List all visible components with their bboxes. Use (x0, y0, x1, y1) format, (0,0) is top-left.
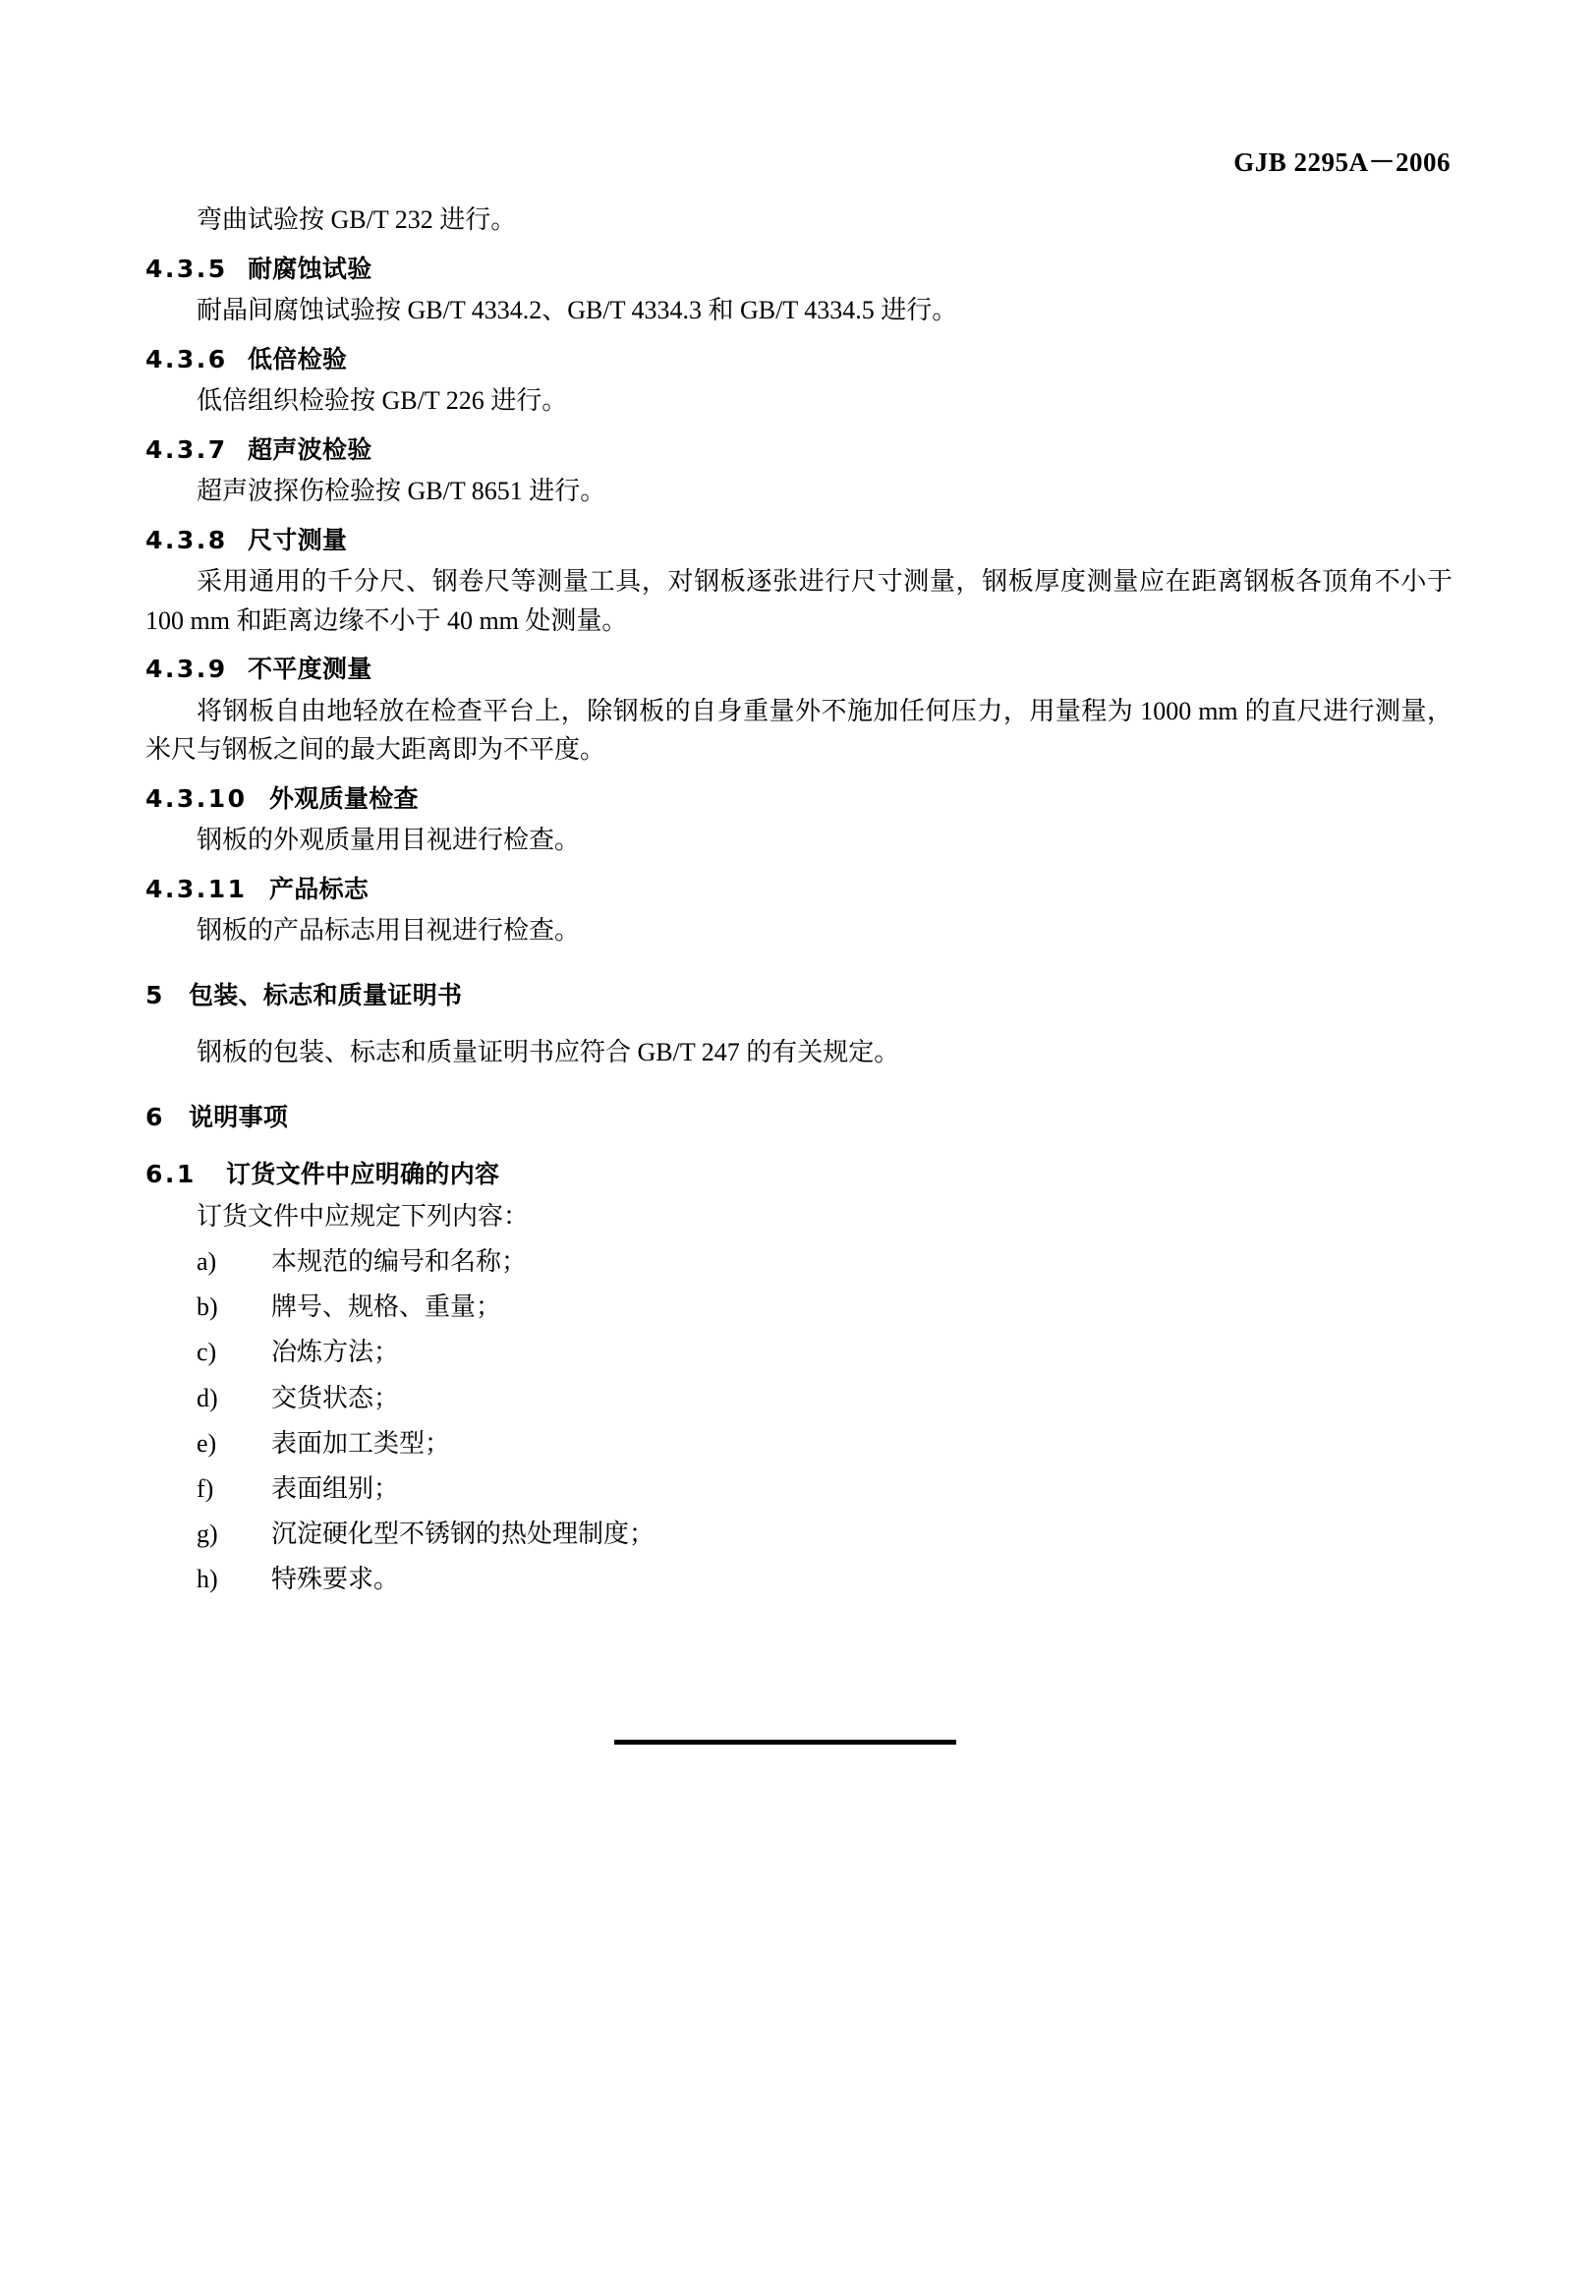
list-item-text: 特殊要求。 (271, 1564, 400, 1593)
paragraph-4-3-11: 钢板的产品标志用目视进行检查。 (197, 916, 581, 946)
list-item-marker: b) (197, 1292, 218, 1322)
heading-4-3-11 (145, 874, 1453, 906)
paragraph-bend-test: 弯曲试验按 GB/T 232 进行。 (197, 205, 517, 234)
heading-4-3-10 (145, 783, 1453, 816)
list-item (145, 1559, 1453, 1600)
list-item-marker: a) (197, 1247, 217, 1277)
paragraph-4-3-5: 耐晶间腐蚀试验按 GB/T 4334.2、GB/T 4334.3 和 GB/T 4334.5 进行。 (197, 296, 958, 325)
heading-4-3-6 (145, 344, 1453, 376)
heading-4-3-5 (145, 254, 1453, 286)
list-item (145, 1287, 1453, 1328)
heading-number: 4.3.11 (145, 874, 248, 903)
heading-title: 低倍检验 (248, 344, 348, 373)
heading-number: 4.3.5 (145, 254, 228, 283)
list-item-text: 表面组别； (271, 1473, 400, 1503)
list-item-marker: c) (197, 1338, 217, 1367)
heading-title: 尺寸测量 (248, 525, 348, 554)
heading-title: 订货文件中应明确的内容 (226, 1160, 500, 1189)
page-header-standard-number: GJB 2295A－2006 (1233, 147, 1451, 177)
heading-number: 4.3.6 (145, 344, 228, 373)
list-item-marker: d) (197, 1383, 218, 1412)
list-item (145, 1241, 1453, 1283)
heading-title: 超声波检验 (248, 434, 372, 464)
list-item-marker: g) (197, 1519, 218, 1548)
list-item-text: 牌号、规格、重量； (271, 1292, 502, 1322)
heading-number: 6 (145, 1102, 163, 1131)
end-of-text-rule (614, 1740, 956, 1745)
list-item-marker: e) (197, 1428, 217, 1458)
heading-6-1 (145, 1159, 1453, 1191)
paragraph-4-3-9: 将钢板自由地轻放在检查平台上，除钢板的自身重量外不施加任何压力，用量程为 1000 mm 的直尺进行测量，米尺与钢板之间的最大距离即为不平度。 (145, 696, 1453, 765)
heading-title: 外观质量检查 (269, 783, 419, 813)
heading-section-5 (145, 980, 1453, 1012)
heading-number: 6.1 (145, 1160, 197, 1189)
paragraph-4-3-8: 采用通用的千分尺、钢卷尺等测量工具，对钢板逐张进行尺寸测量，钢板厚度测量应在距离钢板各顶角不小于 100 mm 和距离边缘不小于 40 mm 处测量。 (145, 567, 1453, 635)
paragraph-4-3-6: 低倍组织检验按 GB/T 226 进行。 (197, 386, 568, 416)
heading-4-3-9 (145, 654, 1453, 686)
heading-title: 说明事项 (189, 1102, 289, 1131)
list-item-text: 交货状态； (271, 1383, 400, 1412)
list-item-marker: f) (197, 1473, 214, 1503)
paragraph-6-1-lead: 订货文件中应规定下列内容： (197, 1201, 530, 1231)
heading-title: 耐腐蚀试验 (248, 254, 372, 283)
list-item (145, 1468, 1453, 1510)
heading-title: 产品标志 (269, 874, 370, 903)
heading-number: 5 (145, 980, 163, 1009)
heading-4-3-7 (145, 434, 1453, 467)
list-item-text: 冶炼方法； (271, 1338, 400, 1367)
heading-title: 包装、标志和质量证明书 (189, 980, 463, 1009)
list-item (145, 1378, 1453, 1419)
heading-number: 4.3.8 (145, 525, 228, 554)
heading-number: 4.3.9 (145, 655, 228, 684)
list-item-text: 本规范的编号和名称； (271, 1247, 528, 1277)
list-item (145, 1514, 1453, 1555)
list-item (145, 1423, 1453, 1464)
heading-section-6 (145, 1102, 1453, 1134)
list-item (145, 1332, 1453, 1373)
list-item-text: 表面加工类型； (271, 1428, 451, 1458)
paragraph-section-5: 钢板的包装、标志和质量证明书应符合 GB/T 247 的有关规定。 (197, 1038, 900, 1067)
document-content (145, 195, 1453, 1604)
paragraph-4-3-7: 超声波探伤检验按 GB/T 8651 进行。 (197, 477, 606, 506)
heading-title: 不平度测量 (248, 655, 372, 684)
paragraph-4-3-10: 钢板的外观质量用目视进行检查。 (197, 826, 581, 855)
heading-number: 4.3.10 (145, 783, 248, 813)
heading-number: 4.3.7 (145, 434, 228, 464)
list-item-marker: h) (197, 1564, 218, 1593)
list-item-text: 沉淀硬化型不锈钢的热处理制度； (271, 1519, 656, 1548)
ordering-requirements-list (145, 1241, 1453, 1600)
heading-4-3-8 (145, 525, 1453, 557)
